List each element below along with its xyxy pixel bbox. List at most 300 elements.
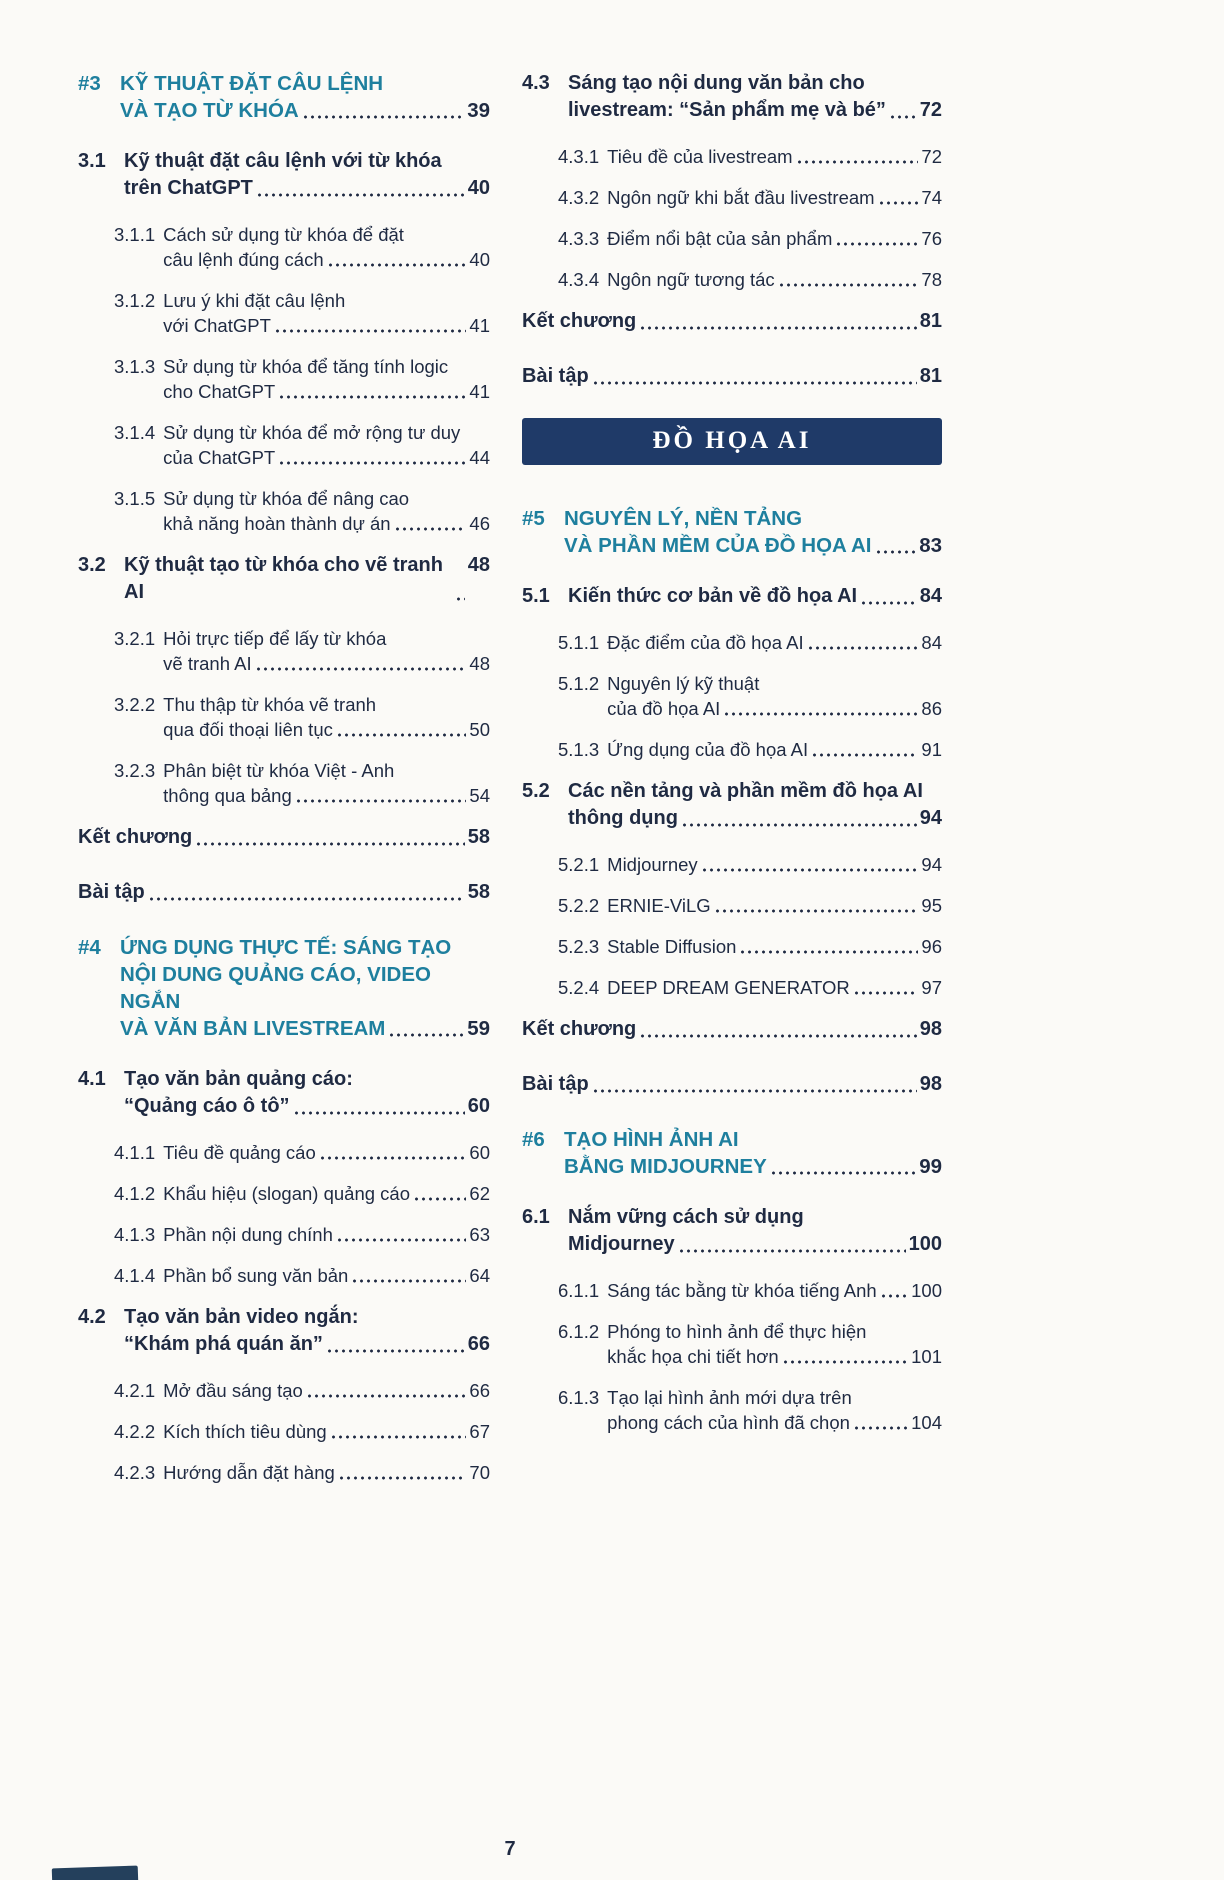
entry-text: VÀ VĂN BẢN LIVESTREAM (120, 1017, 386, 1040)
entry-text: NỘI DUNG QUẢNG CÁO, VIDEO NGẮN (120, 963, 437, 1013)
leader-dots (330, 1435, 467, 1439)
page-ref: 40 (469, 249, 490, 270)
entry-body (163, 1378, 490, 1403)
column-left (78, 70, 490, 1501)
leader-dots (889, 115, 917, 119)
page-ref: 100 (911, 1280, 942, 1301)
entry-body (163, 1222, 490, 1247)
entry-body (607, 671, 942, 721)
entry-body (163, 222, 490, 272)
leader-dots (413, 1197, 466, 1201)
entry-text: cho ChatGPT (163, 381, 276, 402)
entry-line (564, 532, 942, 559)
toc-entry (78, 1181, 490, 1206)
entry-number: 5.1.3 (558, 739, 600, 760)
page-ref: 41 (469, 381, 490, 402)
leader-dots (295, 799, 467, 803)
leader-dots (639, 1034, 916, 1038)
entry-body (564, 1126, 942, 1180)
toc-entry (522, 1071, 942, 1098)
entry-line (607, 1319, 942, 1344)
entry-number: 4.3.3 (558, 228, 600, 249)
entry-line (607, 144, 942, 169)
entry-text: khắc họa chi tiết hơn (607, 1346, 779, 1367)
toc-entry (522, 1385, 942, 1435)
entry-number: 4.2.2 (114, 1421, 156, 1442)
entry-line (607, 696, 942, 721)
entry-number: 5.2 (522, 780, 550, 802)
page-ref: 84 (921, 632, 942, 653)
page-ref: 94 (919, 807, 942, 829)
leader-dots (274, 329, 467, 333)
entry-number: 5.2.3 (558, 936, 600, 957)
entry-number: 5.2.2 (558, 895, 600, 916)
entry-line (163, 758, 490, 783)
entry-number: 5.1.2 (558, 673, 600, 694)
entry-number: 4.3 (522, 72, 550, 94)
leader-dots (796, 160, 919, 164)
entry-body (607, 737, 942, 762)
entry-text: Đặc điểm của đồ họa AI (607, 632, 804, 653)
toc-entry (78, 70, 490, 124)
entry-text: Khẩu hiệu (slogan) quảng cáo (163, 1183, 411, 1204)
leader-dots (714, 909, 919, 913)
page-ref: 98 (919, 1073, 942, 1095)
entry-line (607, 267, 942, 292)
entry-line (522, 308, 942, 335)
entry-line (564, 505, 942, 532)
toc-entry (522, 1278, 942, 1303)
leader-dots (326, 1349, 465, 1353)
page-ref: 54 (469, 785, 490, 806)
entry-line (163, 354, 490, 379)
leader-dots (255, 667, 467, 671)
toc-entry (522, 852, 942, 877)
entry-text: livestream: “Sản phẩm mẹ và bé” (568, 99, 886, 121)
page-ref: 76 (921, 228, 942, 249)
entry-number: 3.2.1 (114, 628, 156, 649)
toc-entry (522, 1319, 942, 1369)
leader-dots (770, 1171, 916, 1175)
entry-line (78, 879, 490, 906)
entry-line (607, 737, 942, 762)
entry-text: Kiến thức cơ bản về đồ họa AI (568, 585, 858, 607)
column-right (522, 70, 942, 1501)
page-ref: 67 (469, 1421, 490, 1442)
leader-dots (778, 283, 919, 287)
entry-line (163, 1140, 490, 1165)
toc-entry (78, 420, 490, 470)
entry-text: Kỹ thuật đặt câu lệnh với từ khóa (124, 150, 442, 172)
leader-dots (592, 1089, 917, 1093)
entry-body (564, 505, 942, 559)
toc-entry (78, 486, 490, 536)
entry-line (163, 1419, 490, 1444)
page-ref: 101 (911, 1346, 942, 1367)
entry-number: #3 (78, 72, 101, 95)
entry-text: VÀ PHẦN MỀM CỦA ĐỒ HỌA AI (564, 534, 872, 557)
entry-text: Thu thập từ khóa vẽ tranh (163, 694, 377, 715)
entry-line (564, 1126, 942, 1153)
entry-text: “Quảng cáo ô tô” (124, 1095, 290, 1117)
page-ref: 81 (919, 365, 942, 387)
entry-body (522, 363, 942, 390)
entry-line (120, 70, 490, 97)
entry-line (568, 70, 942, 97)
entry-body (522, 308, 942, 335)
entry-body (163, 1419, 490, 1444)
entry-text: Hỏi trực tiếp để lấy từ khóa (163, 628, 387, 649)
page-ref: 98 (919, 1018, 942, 1040)
page-ref: 70 (469, 1462, 490, 1483)
page-ref: 86 (921, 698, 942, 719)
page-ref: 91 (921, 739, 942, 760)
toc-entry (78, 1304, 490, 1358)
toc-entry (522, 185, 942, 210)
entry-line (607, 671, 942, 696)
toc-entry (522, 630, 942, 655)
entry-text: với ChatGPT (163, 315, 271, 336)
entry-body (120, 934, 490, 1042)
entry-number: 4.1.2 (114, 1183, 156, 1204)
entry-line (163, 511, 490, 536)
entry-text: Tạo văn bản quảng cáo: (124, 1068, 353, 1090)
entry-text: Phóng to hình ảnh để thực hiện (607, 1321, 867, 1342)
entry-line (163, 379, 490, 404)
entry-body (120, 70, 490, 124)
entry-body (163, 1140, 490, 1165)
toc-entry (78, 1378, 490, 1403)
leader-dots (336, 733, 467, 737)
entry-line (607, 852, 942, 877)
leader-dots (278, 395, 466, 399)
toc-entry (522, 1204, 942, 1258)
page-ref: 99 (919, 1155, 942, 1178)
leader-dots (394, 527, 467, 531)
entry-body (163, 420, 490, 470)
page-ref: 63 (469, 1224, 490, 1245)
entry-number: 4.3.4 (558, 269, 600, 290)
entry-line (120, 1015, 490, 1042)
entry-text: Sử dụng từ khóa để mở rộng tư duy (163, 422, 461, 443)
entry-line (568, 1231, 942, 1258)
entry-text: thông dụng (568, 807, 678, 829)
entry-text: Điểm nổi bật của sản phẩm (607, 228, 833, 249)
toc-content (78, 70, 942, 1501)
toc-entry (522, 778, 942, 832)
leader-dots (278, 461, 466, 465)
entry-text: NGUYÊN LÝ, NỀN TẢNG (564, 507, 803, 530)
entry-text: khả năng hoàn thành dự án (163, 513, 391, 534)
entry-text: Midjourney (607, 854, 698, 875)
page-ref: 97 (921, 977, 942, 998)
entry-text: Kết chương (78, 826, 193, 848)
entry-body (163, 1263, 490, 1288)
leader-dots (723, 712, 918, 716)
photo-edge-artifact (52, 1866, 139, 1880)
entry-body (568, 70, 942, 124)
toc-entry (522, 1016, 942, 1043)
page-ref: 104 (911, 1412, 942, 1433)
entry-text: Nắm vững cách sử dụng (568, 1206, 804, 1228)
toc-entry (78, 934, 490, 1042)
entry-text: Tiêu đề của livestream (607, 146, 793, 167)
entry-text: Tạo văn bản video ngắn: (124, 1306, 359, 1328)
entry-line (120, 934, 490, 961)
leader-dots (782, 1360, 908, 1364)
entry-number: 3.1.3 (114, 356, 156, 377)
entry-body (607, 1385, 942, 1435)
entry-body (607, 852, 942, 877)
toc-entry (78, 1460, 490, 1485)
entry-line (163, 288, 490, 313)
entry-line (607, 1410, 942, 1435)
entry-line (163, 1222, 490, 1247)
section-banner (522, 418, 942, 465)
leader-dots (336, 1238, 467, 1242)
toc-entry (522, 505, 942, 559)
entry-text: Tiêu đề quảng cáo (163, 1142, 316, 1163)
entry-text: Stable Diffusion (607, 936, 737, 957)
entry-line (163, 1378, 490, 1403)
entry-text: qua đối thoại liên tục (163, 719, 333, 740)
toc-entry (522, 267, 942, 292)
entry-body (607, 975, 942, 1000)
toc-entry (78, 288, 490, 338)
entry-number: 6.1.1 (558, 1280, 600, 1301)
entry-line (607, 1385, 942, 1410)
page-ref: 78 (921, 269, 942, 290)
entry-text: Ứng dụng của đồ họa AI (607, 739, 809, 760)
leader-dots (678, 1249, 906, 1253)
entry-line (607, 630, 942, 655)
page-ref: 81 (919, 310, 942, 332)
entry-body (568, 583, 942, 610)
entry-line (163, 486, 490, 511)
entry-line (163, 692, 490, 717)
page-ref: 50 (469, 719, 490, 740)
entry-text: trên ChatGPT (124, 177, 253, 199)
toc-entry (78, 1140, 490, 1165)
entry-text: Kết chương (522, 1018, 637, 1040)
entry-text: vẽ tranh AI (163, 653, 252, 674)
page-ref: 74 (921, 187, 942, 208)
entry-body (522, 1071, 942, 1098)
entry-number: 4.2.3 (114, 1462, 156, 1483)
entry-line (124, 175, 490, 202)
entry-line (607, 893, 942, 918)
entry-body (163, 626, 490, 676)
entry-body (163, 1460, 490, 1485)
toc-entry (78, 1263, 490, 1288)
entry-text: phong cách của hình đã chọn (607, 1412, 850, 1433)
entry-line (124, 1093, 490, 1120)
entry-text: Tạo lại hình ảnh mới dựa trên (607, 1387, 852, 1408)
leader-dots (878, 201, 919, 205)
entry-number: 3.1.5 (114, 488, 156, 509)
entry-body (163, 486, 490, 536)
leader-dots (338, 1476, 467, 1480)
leader-dots (835, 242, 918, 246)
toc-entry (522, 737, 942, 762)
entry-text: ỨNG DỤNG THỰC TẾ: SÁNG TẠO (120, 936, 452, 959)
entry-text: câu lệnh đúng cách (163, 249, 324, 270)
page-ref: 84 (919, 585, 942, 607)
page-ref: 58 (467, 826, 490, 848)
page-ref: 40 (467, 177, 490, 199)
entry-number: 3.2.3 (114, 760, 156, 781)
entry-text: Các nền tảng và phần mềm đồ họa AI (568, 780, 923, 802)
entry-number: 4.1.1 (114, 1142, 156, 1163)
leader-dots (880, 1294, 908, 1298)
entry-text: Sử dụng từ khóa để tăng tính logic (163, 356, 449, 377)
toc-entry (522, 226, 942, 251)
entry-text: của ChatGPT (163, 447, 276, 468)
toc-entry (78, 879, 490, 906)
page-ref: 44 (469, 447, 490, 468)
page-ref: 41 (469, 315, 490, 336)
entry-number: #6 (522, 1128, 545, 1151)
toc-entry (522, 1126, 942, 1180)
entry-text: Kích thích tiêu dùng (163, 1421, 327, 1442)
entry-line (522, 1071, 942, 1098)
entry-line (163, 626, 490, 651)
toc-entry (78, 824, 490, 851)
leader-dots (681, 823, 917, 827)
entry-text: “Khám phá quán ăn” (124, 1333, 323, 1355)
entry-body (607, 144, 942, 169)
entry-number: 3.2 (78, 554, 106, 576)
entry-line (607, 1278, 942, 1303)
leader-dots (195, 842, 464, 846)
toc-entry (522, 70, 942, 124)
entry-body (607, 267, 942, 292)
entry-text: Ngôn ngữ khi bắt đầu livestream (607, 187, 875, 208)
entry-body (607, 1278, 942, 1303)
leader-dots (302, 115, 464, 119)
entry-line (607, 934, 942, 959)
entry-text: Bài tập (522, 365, 589, 387)
leader-dots (306, 1394, 467, 1398)
entry-text: Kỹ thuật tạo từ khóa cho vẽ tranh AI (124, 554, 448, 603)
entry-line (78, 824, 490, 851)
page-ref: 83 (919, 534, 942, 557)
toc-entry (522, 363, 942, 390)
leader-dots (293, 1111, 465, 1115)
entry-number: 5.1.1 (558, 632, 600, 653)
entry-body (163, 1181, 490, 1206)
entry-text: BẰNG MIDJOURNEY (564, 1155, 767, 1178)
entry-line (568, 805, 942, 832)
banner-label: ĐỒ HỌA AI (652, 427, 812, 454)
leader-dots (256, 193, 465, 197)
entry-body (124, 1304, 490, 1358)
toc-entry (78, 692, 490, 742)
entry-number: 3.1.4 (114, 422, 156, 443)
entry-body (607, 893, 942, 918)
toc-entry (78, 1222, 490, 1247)
entry-line (163, 1263, 490, 1288)
toc-entry (522, 934, 942, 959)
toc-entry (78, 1419, 490, 1444)
entry-text: ERNIE-ViLG (607, 895, 711, 916)
toc-entry (522, 583, 942, 610)
entry-body (78, 879, 490, 906)
entry-body (124, 148, 490, 202)
entry-text: Ngôn ngữ tương tác (607, 269, 775, 290)
entry-line (568, 97, 942, 124)
leader-dots (853, 991, 919, 995)
entry-body (78, 824, 490, 851)
entry-number: 4.3.2 (558, 187, 600, 208)
page-ref: 48 (467, 554, 490, 576)
page-ref: 39 (467, 99, 490, 122)
page-ref: 66 (467, 1333, 490, 1355)
leader-dots (639, 326, 916, 330)
entry-line (124, 552, 490, 606)
page-number: 7 (504, 1838, 516, 1860)
entry-number: 6.1.2 (558, 1321, 600, 1342)
entry-line (163, 313, 490, 338)
entry-text: Cách sử dụng từ khóa để đặt (163, 224, 404, 245)
page-ref: 95 (921, 895, 942, 916)
entry-line (163, 420, 490, 445)
entry-body (568, 778, 942, 832)
entry-line (568, 583, 942, 610)
entry-number: 6.1.3 (558, 1387, 600, 1408)
entry-number: 5.2.4 (558, 977, 600, 998)
entry-body (163, 288, 490, 338)
toc-entry (78, 552, 490, 606)
leader-dots (807, 646, 919, 650)
entry-body (163, 692, 490, 742)
page-ref: 58 (467, 881, 490, 903)
entry-body (607, 226, 942, 251)
toc-entry (78, 148, 490, 202)
leader-dots (455, 597, 465, 601)
entry-text: Mở đầu sáng tạo (163, 1380, 303, 1401)
leader-dots (701, 868, 919, 872)
page-ref: 96 (921, 936, 942, 957)
toc-entry (78, 758, 490, 808)
entry-body (607, 185, 942, 210)
toc-entry (78, 626, 490, 676)
entry-line (163, 651, 490, 676)
entry-body (607, 934, 942, 959)
page-ref: 60 (467, 1095, 490, 1117)
entry-text: Phần bổ sung văn bản (163, 1265, 349, 1286)
entry-body (124, 552, 490, 606)
entry-text: Midjourney (568, 1233, 675, 1255)
entry-body (607, 630, 942, 655)
page-ref: 66 (469, 1380, 490, 1401)
page-ref: 59 (467, 1017, 490, 1040)
entry-text: KỸ THUẬT ĐẶT CÂU LỆNH (120, 72, 384, 95)
entry-line (163, 717, 490, 742)
entry-line (564, 1153, 942, 1180)
page-ref: 72 (921, 146, 942, 167)
entry-line (124, 1304, 490, 1331)
entry-text: TẠO HÌNH ẢNH AI (564, 1128, 739, 1151)
entry-text: Bài tập (522, 1073, 589, 1095)
leader-dots (351, 1279, 466, 1283)
entry-line (163, 1181, 490, 1206)
toc-entry (78, 354, 490, 404)
page-ref: 94 (921, 854, 942, 875)
toc-entry (522, 308, 942, 335)
page-ref: 60 (469, 1142, 490, 1163)
entry-line (120, 97, 490, 124)
